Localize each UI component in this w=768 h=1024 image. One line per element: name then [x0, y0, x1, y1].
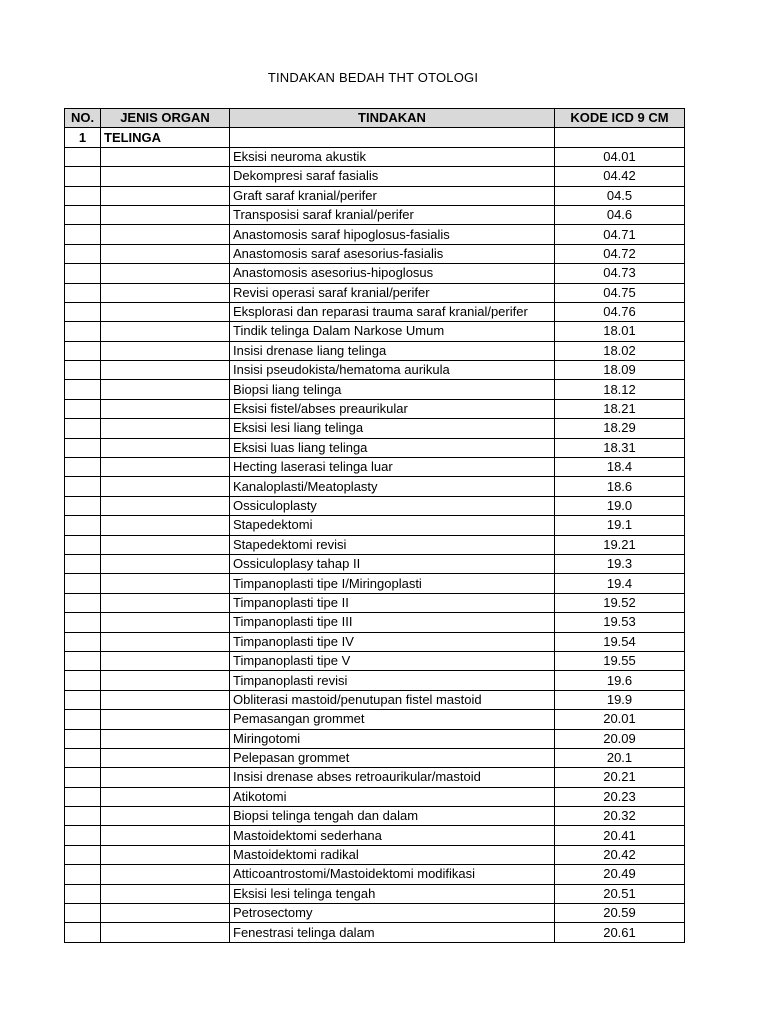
cell-action: Pelepasan grommet	[230, 748, 555, 767]
cell-action: Dekompresi saraf fasialis	[230, 167, 555, 186]
cell-no	[65, 574, 101, 593]
cell-code: 19.3	[555, 554, 685, 573]
cell-no	[65, 884, 101, 903]
cell-no	[65, 651, 101, 670]
cell-action: Timpanoplasti tipe II	[230, 593, 555, 612]
cell-code: 19.53	[555, 613, 685, 632]
cell-action: Insisi pseudokista/hematoma aurikula	[230, 361, 555, 380]
cell-code: 20.23	[555, 787, 685, 806]
cell-code: 04.01	[555, 147, 685, 166]
table-row	[65, 167, 685, 186]
table-row	[65, 438, 685, 457]
cell-no	[65, 671, 101, 690]
cell-organ	[101, 516, 230, 535]
cell-code: 19.54	[555, 632, 685, 651]
cell-action: Petrosectomy	[230, 904, 555, 923]
cell-code: 18.01	[555, 322, 685, 341]
group-code-empty	[555, 128, 685, 147]
cell-no	[65, 554, 101, 573]
cell-no	[65, 186, 101, 205]
cell-code: 18.12	[555, 380, 685, 399]
cell-code: 20.59	[555, 904, 685, 923]
cell-organ	[101, 865, 230, 884]
table-row	[65, 748, 685, 767]
cell-no	[65, 535, 101, 554]
cell-no	[65, 419, 101, 438]
cell-no	[65, 865, 101, 884]
cell-code: 04.73	[555, 264, 685, 283]
table-row	[65, 729, 685, 748]
cell-no	[65, 632, 101, 651]
cell-organ	[101, 574, 230, 593]
cell-action: Revisi operasi saraf kranial/perifer	[230, 283, 555, 302]
cell-organ	[101, 322, 230, 341]
table-row	[65, 535, 685, 554]
cell-organ	[101, 613, 230, 632]
table-row	[65, 826, 685, 845]
cell-organ	[101, 651, 230, 670]
table-row	[65, 593, 685, 612]
table-row	[65, 884, 685, 903]
table-row	[65, 671, 685, 690]
cell-action: Timpanoplasti tipe V	[230, 651, 555, 670]
table-row	[65, 807, 685, 826]
cell-no	[65, 244, 101, 263]
cell-organ	[101, 632, 230, 651]
cell-organ	[101, 438, 230, 457]
cell-no	[65, 205, 101, 224]
cell-action: Transposisi saraf kranial/perifer	[230, 205, 555, 224]
table-row	[65, 865, 685, 884]
cell-action: Timpanoplasti tipe I/Miringoplasti	[230, 574, 555, 593]
cell-code: 20.09	[555, 729, 685, 748]
table-row	[65, 690, 685, 709]
cell-code: 20.61	[555, 923, 685, 942]
table-row	[65, 768, 685, 787]
cell-organ	[101, 845, 230, 864]
cell-action: Eksisi lesi liang telinga	[230, 419, 555, 438]
cell-action: Atikotomi	[230, 787, 555, 806]
cell-action: Insisi drenase abses retroaurikular/mastoid	[230, 768, 555, 787]
cell-no	[65, 845, 101, 864]
cell-organ	[101, 904, 230, 923]
cell-action: Atticoantrostomi/Mastoidektomi modifikasi	[230, 865, 555, 884]
cell-no	[65, 283, 101, 302]
cell-organ	[101, 477, 230, 496]
table-row	[65, 341, 685, 360]
page-title: TINDAKAN BEDAH THT OTOLOGI	[267, 70, 479, 85]
cell-no	[65, 516, 101, 535]
cell-action: Anastomosis saraf hipoglosus-fasialis	[230, 225, 555, 244]
table-body	[65, 128, 685, 942]
table-row	[65, 574, 685, 593]
cell-organ	[101, 186, 230, 205]
cell-code: 20.41	[555, 826, 685, 845]
cell-organ	[101, 341, 230, 360]
cell-no	[65, 923, 101, 942]
cell-no	[65, 710, 101, 729]
cell-organ	[101, 205, 230, 224]
header-action: TINDAKAN	[230, 109, 555, 128]
table-row	[65, 516, 685, 535]
cell-no	[65, 904, 101, 923]
cell-no	[65, 690, 101, 709]
cell-action: Stapedektomi	[230, 516, 555, 535]
cell-action: Anastomosis asesorius-hipoglosus	[230, 264, 555, 283]
table-row	[65, 244, 685, 263]
cell-code: 04.75	[555, 283, 685, 302]
cell-organ	[101, 225, 230, 244]
cell-no	[65, 438, 101, 457]
cell-code: 19.0	[555, 496, 685, 515]
cell-organ	[101, 729, 230, 748]
table-row	[65, 651, 685, 670]
cell-action: Stapedektomi revisi	[230, 535, 555, 554]
cell-organ	[101, 826, 230, 845]
cell-code: 19.6	[555, 671, 685, 690]
cell-organ	[101, 768, 230, 787]
table-row	[65, 496, 685, 515]
cell-organ	[101, 496, 230, 515]
cell-no	[65, 147, 101, 166]
group-action-empty	[230, 128, 555, 147]
cell-action: Pemasangan grommet	[230, 710, 555, 729]
cell-code: 19.52	[555, 593, 685, 612]
cell-no	[65, 729, 101, 748]
cell-action: Eksisi neuroma akustik	[230, 147, 555, 166]
cell-no	[65, 477, 101, 496]
table-row	[65, 613, 685, 632]
table-row	[65, 710, 685, 729]
cell-code: 19.55	[555, 651, 685, 670]
cell-code: 20.42	[555, 845, 685, 864]
table-row	[65, 787, 685, 806]
cell-action: Obliterasi mastoid/penutupan fistel mastoid	[230, 690, 555, 709]
cell-organ	[101, 671, 230, 690]
cell-organ	[101, 593, 230, 612]
table-row	[65, 419, 685, 438]
cell-action: Tindik telinga Dalam Narkose Umum	[230, 322, 555, 341]
table-row	[65, 322, 685, 341]
cell-organ	[101, 147, 230, 166]
cell-code: 18.02	[555, 341, 685, 360]
cell-code: 19.21	[555, 535, 685, 554]
cell-action: Eksisi fistel/abses preaurikular	[230, 399, 555, 418]
cell-code: 04.71	[555, 225, 685, 244]
cell-no	[65, 167, 101, 186]
cell-action: Biopsi telinga tengah dan dalam	[230, 807, 555, 826]
cell-action: Mastoidektomi radikal	[230, 845, 555, 864]
cell-no	[65, 361, 101, 380]
table-row	[65, 380, 685, 399]
cell-no	[65, 768, 101, 787]
header-no: NO.	[65, 109, 101, 128]
cell-organ	[101, 399, 230, 418]
header-code: KODE ICD 9 CM	[555, 109, 685, 128]
cell-action: Insisi drenase liang telinga	[230, 341, 555, 360]
cell-action: Timpanoplasti revisi	[230, 671, 555, 690]
cell-code: 04.42	[555, 167, 685, 186]
table-row	[65, 845, 685, 864]
cell-organ	[101, 690, 230, 709]
cell-code: 18.4	[555, 458, 685, 477]
cell-action: Eksplorasi dan reparasi trauma saraf kranial/perifer	[230, 302, 555, 321]
cell-action: Kanaloplasti/Meatoplasty	[230, 477, 555, 496]
table-row	[65, 361, 685, 380]
header-organ: JENIS ORGAN	[101, 109, 230, 128]
cell-code: 20.32	[555, 807, 685, 826]
cell-no	[65, 225, 101, 244]
cell-action: Timpanoplasti tipe IV	[230, 632, 555, 651]
cell-organ	[101, 554, 230, 573]
cell-code: 20.51	[555, 884, 685, 903]
table-row	[65, 283, 685, 302]
table-row	[65, 923, 685, 942]
cell-no	[65, 322, 101, 341]
cell-action: Timpanoplasti tipe III	[230, 613, 555, 632]
cell-code: 04.6	[555, 205, 685, 224]
cell-organ	[101, 458, 230, 477]
cell-code: 04.5	[555, 186, 685, 205]
table-row	[65, 264, 685, 283]
cell-code: 20.49	[555, 865, 685, 884]
cell-organ	[101, 361, 230, 380]
cell-action: Fenestrasi telinga dalam	[230, 923, 555, 942]
cell-code: 20.21	[555, 768, 685, 787]
table-row	[65, 205, 685, 224]
group-row	[65, 128, 685, 147]
cell-organ	[101, 884, 230, 903]
table-row	[65, 225, 685, 244]
cell-action: Eksisi luas liang telinga	[230, 438, 555, 457]
cell-no	[65, 787, 101, 806]
cell-action: Graft saraf kranial/perifer	[230, 186, 555, 205]
cell-code: 18.21	[555, 399, 685, 418]
table-row	[65, 399, 685, 418]
cell-code: 19.9	[555, 690, 685, 709]
cell-organ	[101, 244, 230, 263]
table-row	[65, 554, 685, 573]
table-row	[65, 147, 685, 166]
cell-no	[65, 807, 101, 826]
table-row	[65, 477, 685, 496]
cell-action: Miringotomi	[230, 729, 555, 748]
group-number: 1	[65, 128, 101, 147]
cell-no	[65, 496, 101, 515]
cell-code: 04.76	[555, 302, 685, 321]
cell-organ	[101, 283, 230, 302]
cell-action: Mastoidektomi sederhana	[230, 826, 555, 845]
cell-action: Ossiculoplasy tahap II	[230, 554, 555, 573]
cell-code: 19.4	[555, 574, 685, 593]
cell-no	[65, 613, 101, 632]
cell-organ	[101, 923, 230, 942]
cell-organ	[101, 167, 230, 186]
cell-code: 18.6	[555, 477, 685, 496]
cell-no	[65, 593, 101, 612]
cell-no	[65, 341, 101, 360]
cell-organ	[101, 419, 230, 438]
cell-no	[65, 748, 101, 767]
cell-no	[65, 380, 101, 399]
cell-no	[65, 264, 101, 283]
cell-code: 18.31	[555, 438, 685, 457]
cell-code: 18.09	[555, 361, 685, 380]
table-row	[65, 302, 685, 321]
cell-action: Anastomosis saraf asesorius-fasialis	[230, 244, 555, 263]
cell-no	[65, 826, 101, 845]
cell-action: Biopsi liang telinga	[230, 380, 555, 399]
icd-procedure-table	[64, 108, 685, 943]
cell-organ	[101, 710, 230, 729]
table-row	[65, 458, 685, 477]
cell-code: 18.29	[555, 419, 685, 438]
cell-no	[65, 302, 101, 321]
cell-code: 20.01	[555, 710, 685, 729]
table-row	[65, 186, 685, 205]
cell-organ	[101, 535, 230, 554]
cell-organ	[101, 787, 230, 806]
group-organ: TELINGA	[101, 128, 230, 147]
cell-organ	[101, 264, 230, 283]
cell-organ	[101, 380, 230, 399]
cell-action: Hecting laserasi telinga luar	[230, 458, 555, 477]
cell-action: Eksisi lesi telinga tengah	[230, 884, 555, 903]
table-row	[65, 632, 685, 651]
cell-action: Ossiculoplasty	[230, 496, 555, 515]
cell-organ	[101, 748, 230, 767]
table-row	[65, 904, 685, 923]
cell-code: 04.72	[555, 244, 685, 263]
cell-organ	[101, 807, 230, 826]
cell-organ	[101, 302, 230, 321]
table-header-row	[65, 109, 685, 128]
cell-code: 19.1	[555, 516, 685, 535]
cell-no	[65, 458, 101, 477]
cell-no	[65, 399, 101, 418]
cell-code: 20.1	[555, 748, 685, 767]
